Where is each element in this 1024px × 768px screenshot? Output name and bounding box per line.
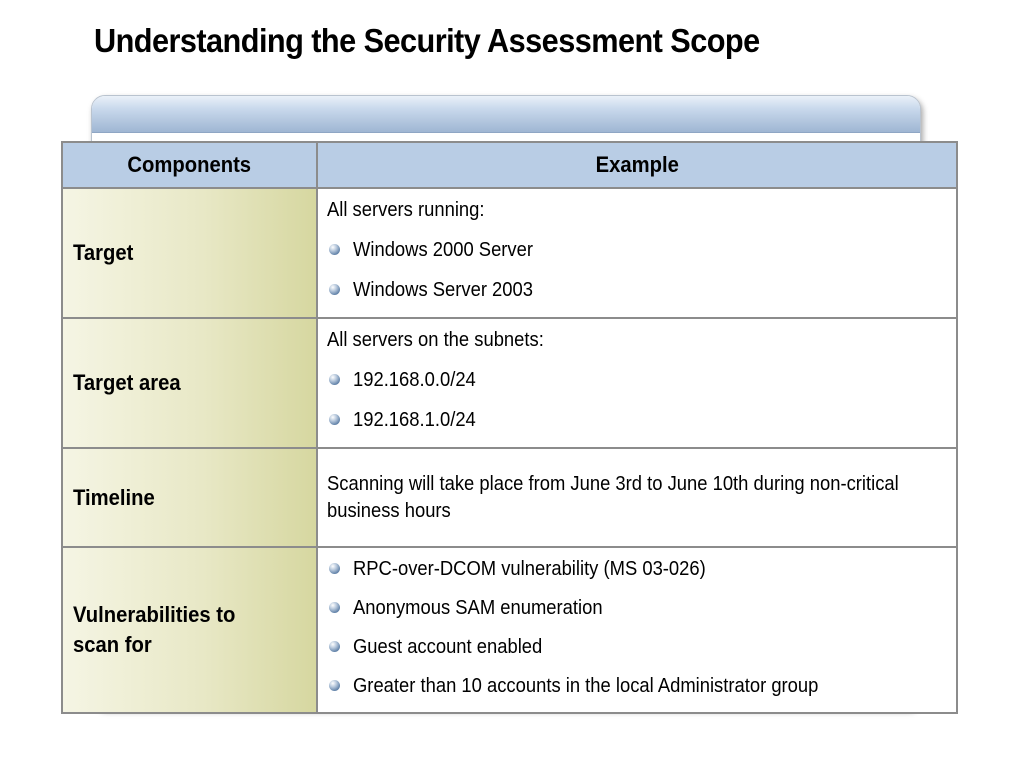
header-example: Example — [317, 142, 957, 188]
table-row — [62, 188, 957, 318]
timeline-text: Scanning will take place from June 3rd to June 10th during non-critical business hours — [327, 472, 899, 522]
component-cell-target: Target — [62, 188, 317, 318]
component-cell-target-area: Target area — [62, 318, 317, 448]
list-item: Windows 2000 Server — [327, 237, 948, 277]
bullet-icon — [329, 563, 340, 574]
component-cell-timeline: Timeline — [62, 448, 317, 547]
bullet-icon — [329, 414, 340, 425]
list-item: 192.168.0.0/24 — [327, 367, 948, 407]
clipboard-panel-header-bar — [92, 96, 920, 133]
list-item: Anonymous SAM enumeration — [327, 595, 948, 634]
table-header-row — [62, 142, 957, 188]
table-row — [62, 448, 957, 547]
bullet-icon — [329, 641, 340, 652]
bullet-icon — [329, 602, 340, 613]
list-item: 192.168.1.0/24 — [327, 407, 948, 447]
example-intro: All servers running: — [327, 199, 485, 221]
header-components: Components — [62, 142, 317, 188]
example-cell-timeline — [317, 448, 957, 547]
example-cell-target — [317, 188, 957, 318]
bullet-icon — [329, 244, 340, 255]
list-item: RPC-over-DCOM vulnerability (MS 03-026) — [327, 556, 948, 595]
example-intro: All servers on the subnets: — [327, 329, 544, 351]
bullet-icon — [329, 374, 340, 385]
list-item: Greater than 10 accounts in the local Administrator group — [327, 673, 948, 712]
slide-title: Understanding the Security Assessment Scope — [94, 22, 760, 59]
example-cell-vulnerabilities — [317, 547, 957, 713]
example-cell-target-area — [317, 318, 957, 448]
table-row — [62, 318, 957, 448]
component-cell-vulnerabilities: Vulnerabilities to scan for — [62, 547, 317, 713]
scope-table — [61, 141, 958, 714]
table-row — [62, 547, 957, 713]
list-item: Guest account enabled — [327, 634, 948, 673]
bullet-icon — [329, 680, 340, 691]
list-item: Windows Server 2003 — [327, 277, 948, 317]
bullet-icon — [329, 284, 340, 295]
